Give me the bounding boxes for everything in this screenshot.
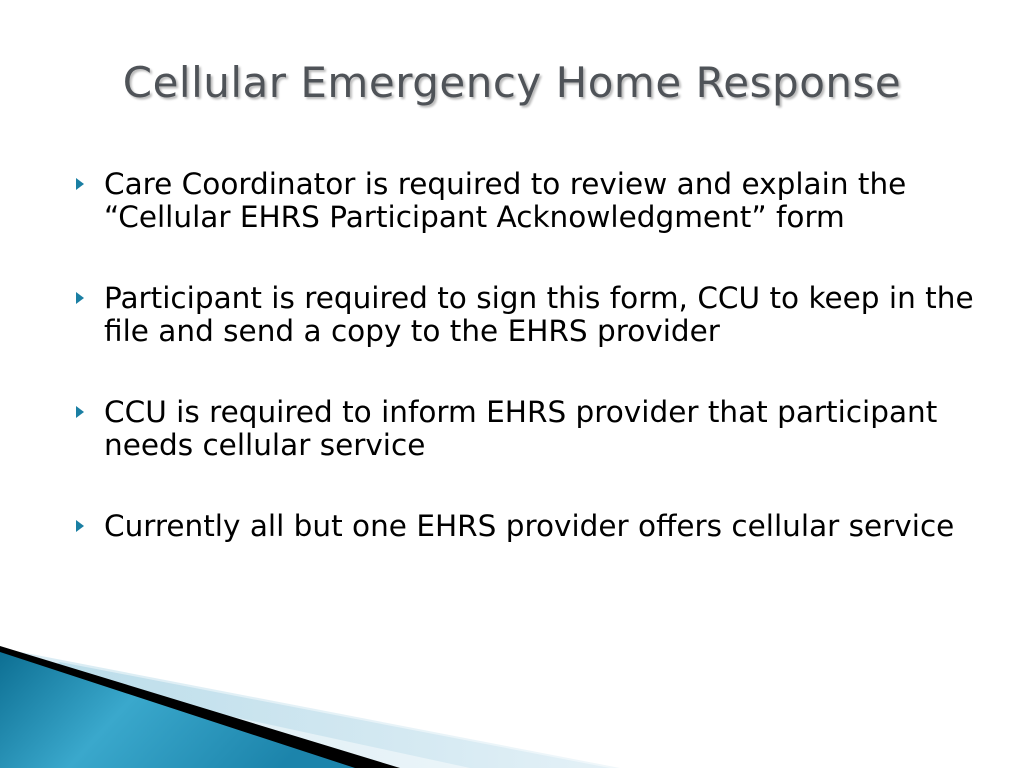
bullet-text: Care Coordinator is required to review and explain the “Cellular EHRS Participant Acknowledgment” form [104, 167, 907, 234]
bullet-item [76, 168, 976, 234]
bullet-item [76, 510, 976, 543]
triangle-right-icon [76, 292, 84, 304]
bullet-text: CCU is required to inform EHRS provider that participant needs cellular service [104, 395, 938, 462]
bullet-item [76, 396, 976, 462]
bullet-list [76, 168, 976, 591]
triangle-right-icon [76, 520, 84, 532]
slide-title: Cellular Emergency Home Response [122, 58, 902, 107]
triangle-right-icon [76, 178, 84, 190]
bullet-item [76, 282, 976, 348]
bullet-text: Participant is required to sign this form, CCU to keep in the file and send a copy to the EHRS provider [104, 281, 974, 348]
triangle-right-icon [76, 406, 84, 418]
bullet-text: Currently all but one EHRS provider offers cellular service [104, 509, 955, 543]
